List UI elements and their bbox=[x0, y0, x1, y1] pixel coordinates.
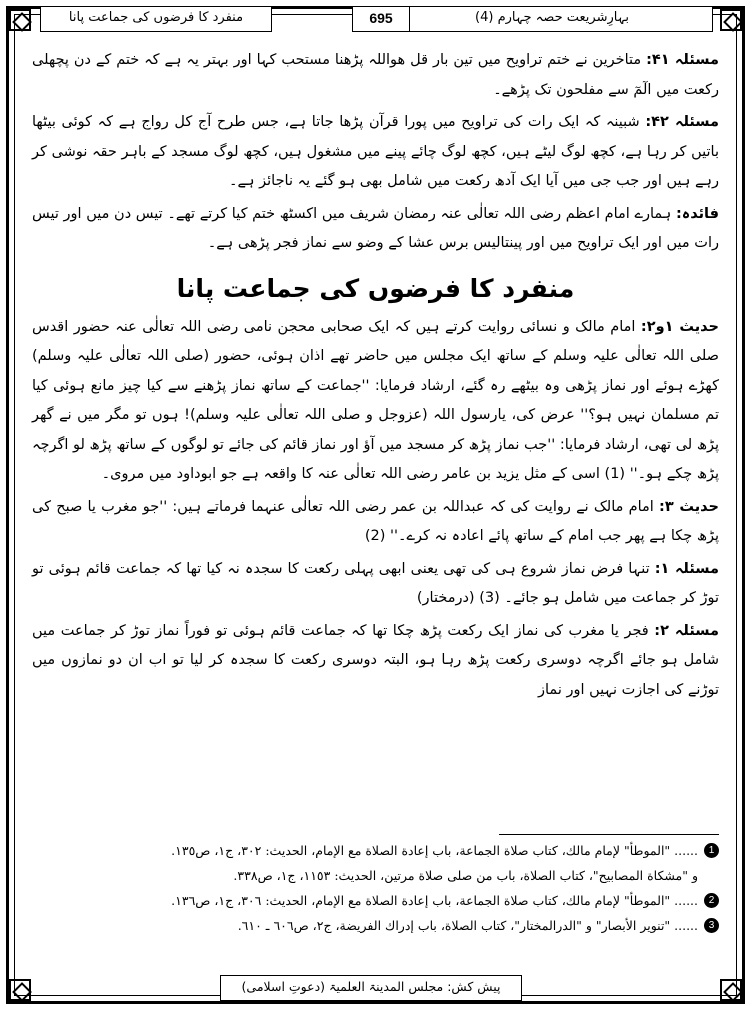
page-body bbox=[32, 46, 719, 708]
paragraph bbox=[32, 46, 719, 105]
paragraph-text: امام مالک نے روایت کی کہ عبداللہ بن عمر رضی اللہ تعالٰی عنہما فرماتے ہیں: ''جو مغرب یا صبح کی پڑھ چکا ہے پھر جب امام کے ساتھ پائے اعادہ نہ کرے۔'' (2) bbox=[32, 498, 719, 544]
paragraph-text: امام مالک و نسائی روایت کرتے ہیں کہ ایک صحابی محجن نامی رضی اللہ تعالٰی عنہ حضور اقدس صلی اللہ تعالٰی علیہ وسلم کے ساتھ ایک مجلس میں حاضر تھے اذان ہوئی، حضور (صلی اللہ تعالٰی علیہ وسلم) کھڑے ہوئے اور نماز پڑھی وہ بیٹھے رہ گئے، ارشاد فرمایا: ''جماعت کے ساتھ نماز پڑھنے سے کیا چیز مانع ہوئی کیا تم مسلمان نہیں ہو؟'' عرض کی، یارسول اللہ (عزوجل و صلی اللہ تعالٰی علیہ وسلم)! ہوں تو مگر میں نے گھر پڑھ لی تھی، ارشاد فرمایا: ''جب نماز پڑھ کر مسجد میں آؤ اور نماز قائم کی جائے تو لوگوں کے ساتھ پڑھ لو اگرچہ پڑھ چکے ہو۔'' (1) اسی کے مثل یزید بن عامر رضی اللہ تعالٰی عنہ کا واقعہ ہے جو ابوداود میں مروی۔ bbox=[32, 318, 719, 482]
paragraph-text: متاخرین نے ختم تراویح میں تین بار قل ھواللہ پڑھنا مستحب کہا اور بہتر یہ ہے کہ ختم کے دن پچھلی رکعت میں الٓمٓ سے مفلحون تک پڑھے۔ bbox=[32, 52, 719, 98]
paragraph-text: ہمارے امام اعظم رضی اللہ تعالٰی عنہ رمضان شریف میں اکسٹھ ختم کیا کرتے تھے۔ تیس دن میں اور تیس رات میں اور ایک تراویح میں اور پینتالیس برس عشا کے وضو سے نماز فجر پڑھی ہے۔ bbox=[32, 205, 719, 251]
footnote-number: 3 bbox=[704, 918, 719, 933]
paragraph-text: تنہا فرض نماز شروع ہی کی تھی یعنی ابھی پہلی رکعت کا سجدہ نہ کیا تھا کہ جماعت قائم ہوئی تو توڑ کر جماعت میں شامل ہو جائے۔ (3) (درمختار) bbox=[32, 560, 719, 606]
book-title: بہارِشریعت حصہ چہارم (4) bbox=[391, 6, 713, 32]
page-number: 695 bbox=[352, 6, 410, 32]
paragraph-text: شبینہ کہ ایک رات کی تراویح میں پورا قرآن پڑھا جاتا ہے، جس طرح آج کل رواج ہے کہ کوئی بیٹھا باتیں کر رہا ہے، کچھ لوگ لیٹے ہیں، کچھ لوگ چائے پینے میں مشغول ہیں، کچھ لوگ مسجد کے باہر حقہ نوشی کر رہے ہیں اور جب جی میں آیا ایک آدھ رکعت میں شامل بھی ہو گئے یہ ناجائز ہے۔ bbox=[32, 114, 719, 189]
chapter-title: منفرد کا فرضوں کی جماعت پانا bbox=[40, 6, 272, 32]
footnote-text: ...... "تنوير الأبصار" و "الدرالمختار"، كتاب الصلاة، باب إدراك الفريضة، ج٢، ص٦٠٦ ـ ٦١٠. bbox=[237, 918, 698, 933]
paragraph-label: مسئلہ ۲: bbox=[654, 622, 719, 639]
footnote bbox=[32, 863, 719, 888]
paragraph-label: فائدہ: bbox=[675, 205, 719, 222]
page-footer: پیش کش: مجلس المدینۃ العلمیۃ (دعوتِ اسلامی) bbox=[220, 975, 522, 1001]
paragraph bbox=[32, 313, 719, 490]
paragraph-label: مسئلہ ۱: bbox=[654, 560, 720, 577]
paragraph-label: حدیث ۳: bbox=[659, 498, 719, 515]
paragraph bbox=[32, 200, 719, 259]
paragraph-text: فجر یا مغرب کی نماز ایک رکعت پڑھ چکا تھا کہ جماعت قائم ہوئی تو فوراً نماز توڑ کر جماعت میں شامل ہو جائے اگرچہ دوسری رکعت پڑھ رہا ہو، البتہ دوسری رکعت کا سجدہ کر لیا تو اب ان دو نمازوں میں توڑنے کی اجازت نہیں اور نماز bbox=[32, 622, 719, 698]
paragraph-label: مسئلہ ۴۲: bbox=[645, 114, 720, 130]
paragraph-label: مسئلہ ۴۱: bbox=[646, 52, 720, 68]
section-title: منفرد کا فرضوں کی جماعت پانا bbox=[176, 273, 575, 303]
paragraph bbox=[32, 555, 719, 614]
footnote-divider bbox=[499, 834, 719, 835]
footnotes bbox=[32, 838, 719, 938]
footnote-text: ...... "الموطأ" لإمام مالك، كتاب صلاة الجماعة، باب إعادة الصلاة مع الإمام، الحديث: ٣٠٦، ج١، ص١٣٦. bbox=[171, 893, 698, 908]
footnote-text: و "مشكاة المصابيح"، كتاب الصلاة، باب من صلى صلاة مرتين، الحديث: ١١٥٣، ج١، ص٣٣٨. bbox=[233, 868, 698, 883]
paragraph-label: حدیث ۱و۲: bbox=[640, 318, 720, 335]
footnote bbox=[32, 913, 719, 938]
footnote-number: 2 bbox=[704, 893, 719, 908]
footnote bbox=[32, 888, 719, 913]
page-header bbox=[40, 6, 713, 32]
paragraph bbox=[32, 493, 719, 552]
paragraph bbox=[32, 617, 719, 706]
footnote-text: ...... "الموطأ" لإمام مالك، كتاب صلاة الجماعة، باب إعادة الصلاة مع الإمام، الحديث: ٣٠٢، ج١، ص١٣٥. bbox=[171, 843, 698, 858]
footnote-number: 1 bbox=[704, 843, 719, 858]
paragraph bbox=[32, 108, 719, 197]
footnote bbox=[32, 838, 719, 863]
